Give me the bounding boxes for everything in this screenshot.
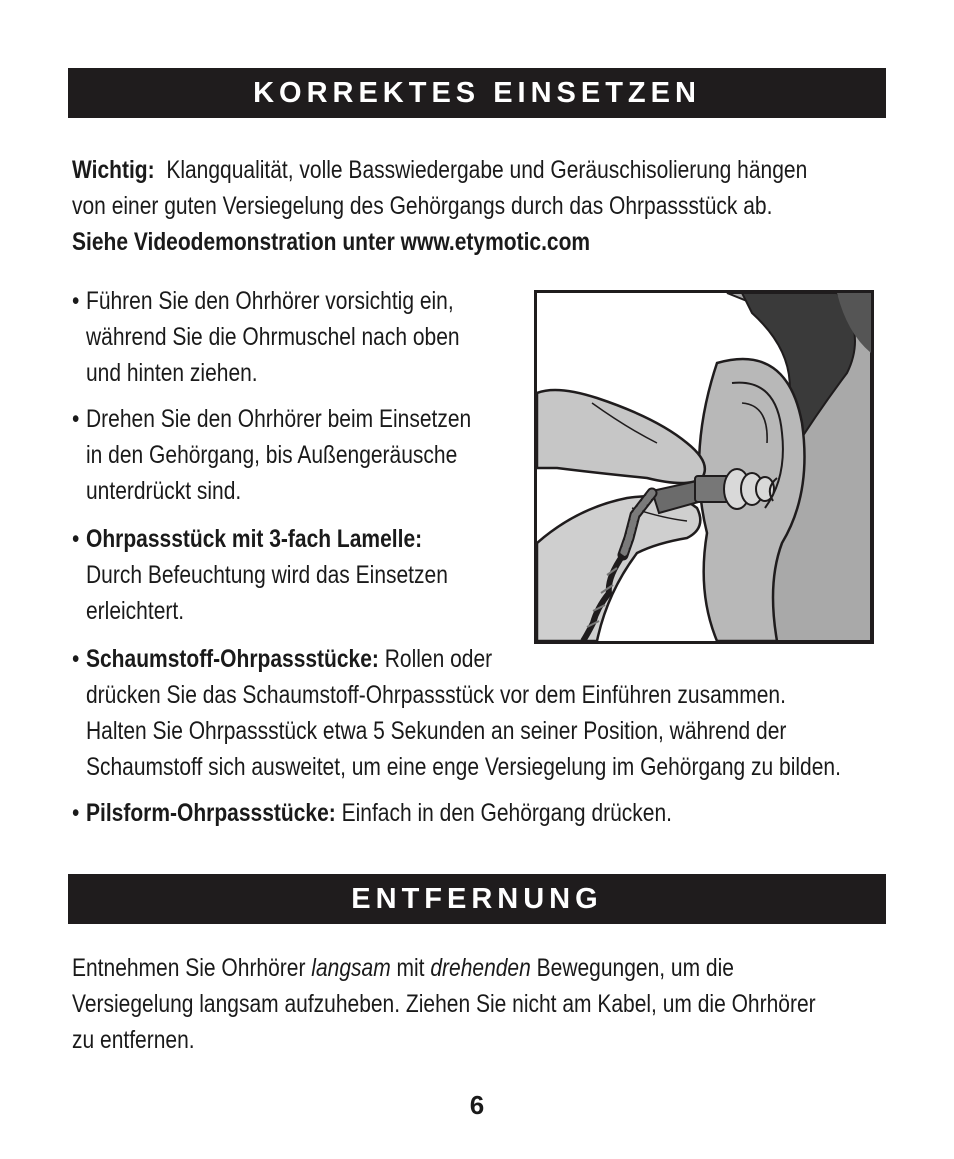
removal-line-1: Entnehmen Sie Ohrhörer langsam mit drehenden Bewegungen, um die — [72, 954, 734, 982]
page-number: 6 — [469, 1090, 485, 1120]
bullet-4-line-2: Halten Sie Ohrpassstück etwa 5 Sekunden an seiner Position, während der — [86, 717, 787, 745]
bullet-marker: • — [72, 287, 80, 315]
bullet-4-label: Schaumstoff-Ohrpassstücke: — [86, 645, 379, 673]
removal-line-2: Versiegelung langsam aufzuheben. Ziehen Sie nicht am Kabel, um die Ohrhörer — [72, 990, 816, 1018]
bullet-2-line-1: Drehen Sie den Ohrhörer beim Einsetzen — [86, 405, 472, 433]
section-header-insertion — [68, 68, 886, 118]
bullet-5-label: Pilsform-Ohrpassstücke: — [86, 799, 336, 827]
intro-line-2: von einer guten Versiegelung des Gehörgangs durch das Ohrpassstück ab. — [72, 192, 773, 220]
important-label: Wichtig: — [72, 156, 155, 184]
bullet-5-line: Pilsform-Ohrpassstücke: Einfach in den Gehörgang drücken. — [86, 799, 672, 827]
insertion-illustration — [534, 290, 874, 644]
bullet-3-line-1: Durch Befeuchtung wird das Einsetzen — [86, 561, 448, 589]
intro-line-1: Wichtig: Klangqualität, volle Basswiedergabe und Geräuschisolierung hängen — [72, 156, 808, 184]
video-link-text: Siehe Videodemonstration unter www.etymotic.com — [72, 228, 591, 256]
bullet-marker: • — [72, 525, 80, 553]
bullet-marker: • — [72, 405, 80, 433]
bullet-1-line-1: Führen Sie den Ohrhörer vorsichtig ein, — [86, 287, 454, 315]
bullet-2-line-3: unterdrückt sind. — [86, 477, 242, 505]
bullet-marker: • — [72, 799, 80, 827]
ear-hand-earphone-drawing — [537, 293, 871, 641]
bullet-3-line-2: erleichtert. — [86, 597, 185, 625]
bullet-3-label: Ohrpassstück mit 3-fach Lamelle: — [86, 525, 423, 553]
bullet-1-line-2: während Sie die Ohrmuschel nach oben — [86, 323, 460, 351]
bullet-4-line-1: drücken Sie das Schaumstoff-Ohrpassstück vor dem Einführen zusammen. — [86, 681, 786, 709]
bullet-1-line-3: und hinten ziehen. — [86, 359, 258, 387]
bullet-4-line-3: Schaumstoff sich ausweitet, um eine enge Versiegelung im Gehörgang zu bilden. — [86, 753, 841, 781]
bullet-2-line-2: in den Gehörgang, bis Außengeräusche — [86, 441, 458, 469]
section-title: KORREKTES EINSETZEN — [253, 76, 701, 109]
bullet-marker: • — [72, 645, 80, 673]
section-title: ENTFERNUNG — [351, 882, 603, 915]
removal-line-3: zu entfernen. — [72, 1026, 195, 1054]
section-header-removal — [68, 874, 886, 924]
bullet-4-line-0: Schaumstoff-Ohrpassstücke: Rollen oder — [86, 645, 493, 673]
